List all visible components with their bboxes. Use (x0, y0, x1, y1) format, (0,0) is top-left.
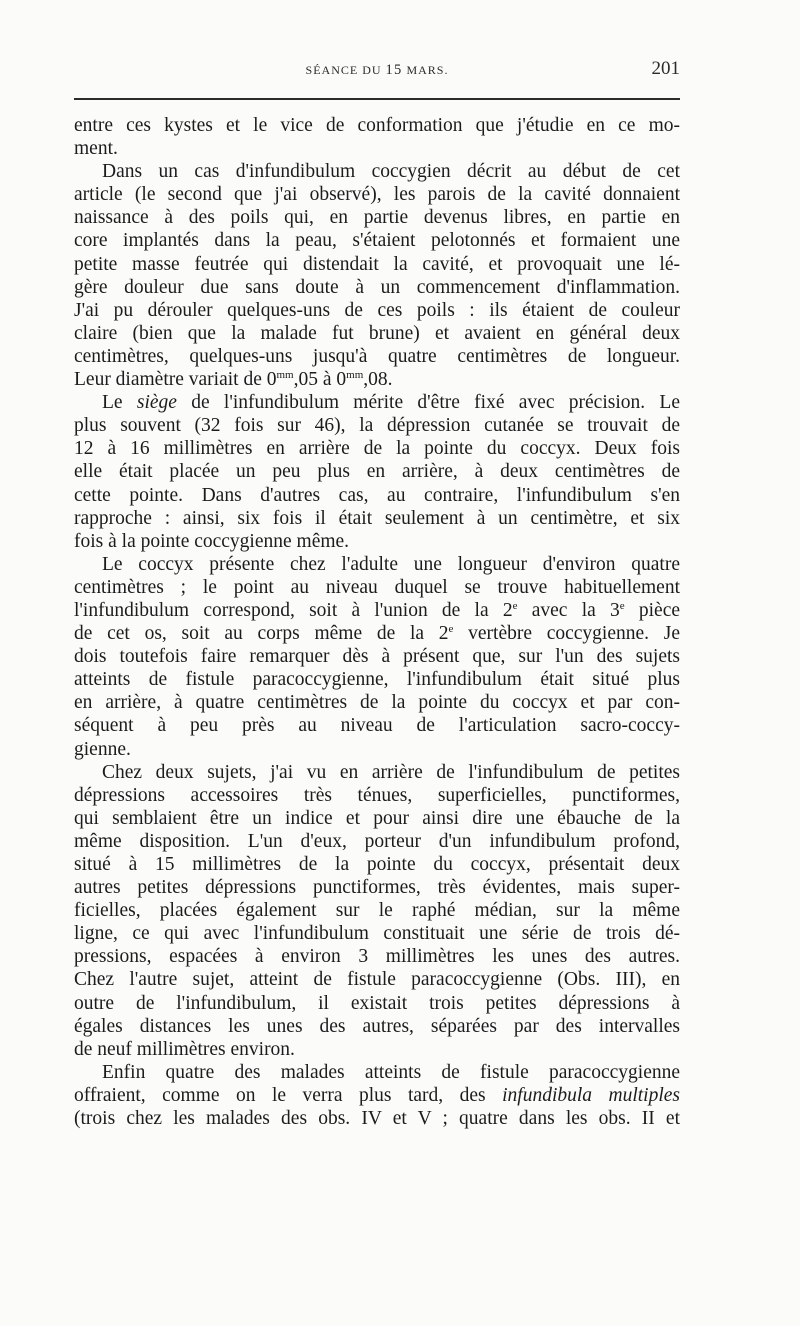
text-line: entre ces kystes et le vice de conformation que j'étudie en ce mo- (74, 115, 680, 136)
text-line: outre de l'infundibulum, il existait trois petites dépressions à (74, 992, 680, 1014)
text-line: Le coccyx présente chez l'adulte une longueur d'environ quatre (102, 553, 680, 575)
union-ordinal-1: e (512, 599, 518, 612)
text-line: Chez deux sujets, j'ai vu en arrière de l'infundibulum de petites (102, 761, 680, 783)
text-line: ment. (74, 138, 118, 160)
text-line: centimètres, quelques-uns jusqu'à quatre centimètres de longueur. (74, 345, 680, 367)
text-line: cette pointe. Dans d'autres cas, au contraire, l'infundibulum s'en (74, 484, 680, 506)
text-line: égales distances les unes des autres, séparées par des intervalles (74, 1015, 680, 1037)
text-line: Enfin quatre des malades atteints de fistule paracoccygienne (102, 1061, 680, 1083)
header-rule (74, 98, 680, 100)
text-line: ficielles, placées également sur le raphé médian, sur la même (74, 900, 680, 922)
text-line: J'ai pu dérouler quelques-uns de ces poils : ils étaient de couleur (74, 299, 680, 321)
text-line: atteints de fistule paracoccygienne, l'infundibulum était situé plus (74, 669, 680, 691)
text-line: centimètres ; le point au niveau duquel se trouve habituellement (74, 576, 680, 598)
text-line (74, 599, 680, 622)
text-line: situé à 15 millimètres de la pointe du coccyx, présentait deux (74, 854, 680, 875)
text-line: séquent à peu près au niveau de l'articulation sacro-coccy- (74, 715, 680, 737)
page-number: 201 (651, 58, 680, 79)
diameter-text-3: ,08. (363, 369, 393, 391)
body-text (74, 114, 680, 1130)
text-line: claire (bien que la malade fut brune) et avaient en général deux (74, 322, 680, 344)
text-line: pressions, espacées à environ 3 millimètres les unes des autres. (74, 946, 680, 968)
text-line: même disposition. L'un d'eux, porteur d'un infundibulum profond, (74, 830, 680, 852)
union-text-3: pièce (624, 599, 681, 621)
running-title-number: 15 (385, 62, 403, 78)
text-line: (trois chez les malades des obs. IV et V ; quatre dans les obs. II et (74, 1108, 680, 1130)
text-line: fois à la pointe coccygienne même. (74, 530, 350, 552)
text-line: qui semblaient être un indice et pour ainsi dire une ébauche de la (74, 807, 680, 829)
union-text-2: avec la 3 (517, 599, 620, 621)
text-line: dépressions accessoires très ténues, superficielles, punctiformes, (74, 784, 680, 806)
text-line: autres petites dépressions punctiformes, très évidentes, mais super- (74, 877, 680, 899)
text-line: elle était placée un peu plus en arrière, à deux centimètres de (74, 461, 680, 483)
vertebre-text: de cet os, soit au corps même de la 2 (74, 623, 449, 645)
union-text: l'infundibulum correspond, soit à l'union de la 2 (74, 599, 513, 621)
union-ordinal-2: e (619, 599, 625, 612)
siege-emphasis: siège (136, 392, 177, 414)
text-line (74, 622, 680, 645)
siege-text-2: de l'infundibulum mérite d'être fixé avec précision. Le (176, 392, 680, 414)
text-line: Chez l'autre sujet, atteint de fistule paracoccygienne (Obs. III), en (74, 969, 680, 991)
running-header (74, 58, 680, 88)
text-line: naissance à des poils qui, en partie devenus libres, en partie en (74, 207, 680, 229)
diameter-unit-1: mm (276, 369, 294, 382)
text-line: de neuf millimètres environ. (74, 1038, 295, 1060)
text-line: 12 à 16 millimètres en arrière de la pointe du coccyx. Deux fois (74, 438, 680, 460)
text-line (74, 1084, 680, 1107)
text-line: petite masse feutrée qui distendait la cavité, et provoquait une lé- (74, 253, 680, 275)
running-title (74, 62, 680, 79)
multiples-text: offraient, comme on le verra plus tard, des (74, 1084, 503, 1106)
text-line: gienne. (74, 738, 131, 760)
text-line: core implantés dans la peau, s'étaient pelotonnés et formaient une (74, 230, 680, 252)
text-line: plus souvent (32 fois sur 46), la dépression cutanée se trouvait de (74, 415, 680, 437)
text-line: gère douleur due sans doute à un commencement d'inflammation. (74, 276, 680, 298)
text-line (74, 368, 680, 391)
text-line: dois toutefois faire remarquer dès à présent que, sur l'un des sujets (74, 646, 680, 668)
running-title-month: MARS. (402, 63, 449, 77)
diameter-text-2: ,05 à 0 (293, 369, 347, 391)
text-line: article (le second que j'ai observé), les parois de la cavité donnaient (74, 184, 680, 206)
siege-text: Le (102, 392, 137, 414)
text-line: Dans un cas d'infundibulum coccygien décrit au début de cet (102, 161, 680, 183)
diameter-unit-2: mm (346, 369, 364, 382)
text-line: ligne, ce qui avec l'infundibulum constituait une série de trois dé- (74, 923, 680, 945)
vertebre-ordinal: e (448, 623, 454, 636)
text-line: en arrière, à quatre centimètres de la pointe du coccyx et par con- (74, 692, 680, 714)
diameter-text: Leur diamètre variait de 0 (74, 369, 277, 391)
vertebre-text-2: vertèbre coccygienne. Je (453, 623, 680, 645)
multiples-emphasis: infundibula multiples (502, 1084, 680, 1106)
text-line (74, 391, 680, 414)
text-line: rapproche : ainsi, six fois il était seulement à un centimètre, et six (74, 507, 680, 529)
running-title-prefix: SÉANCE DU (305, 63, 386, 77)
